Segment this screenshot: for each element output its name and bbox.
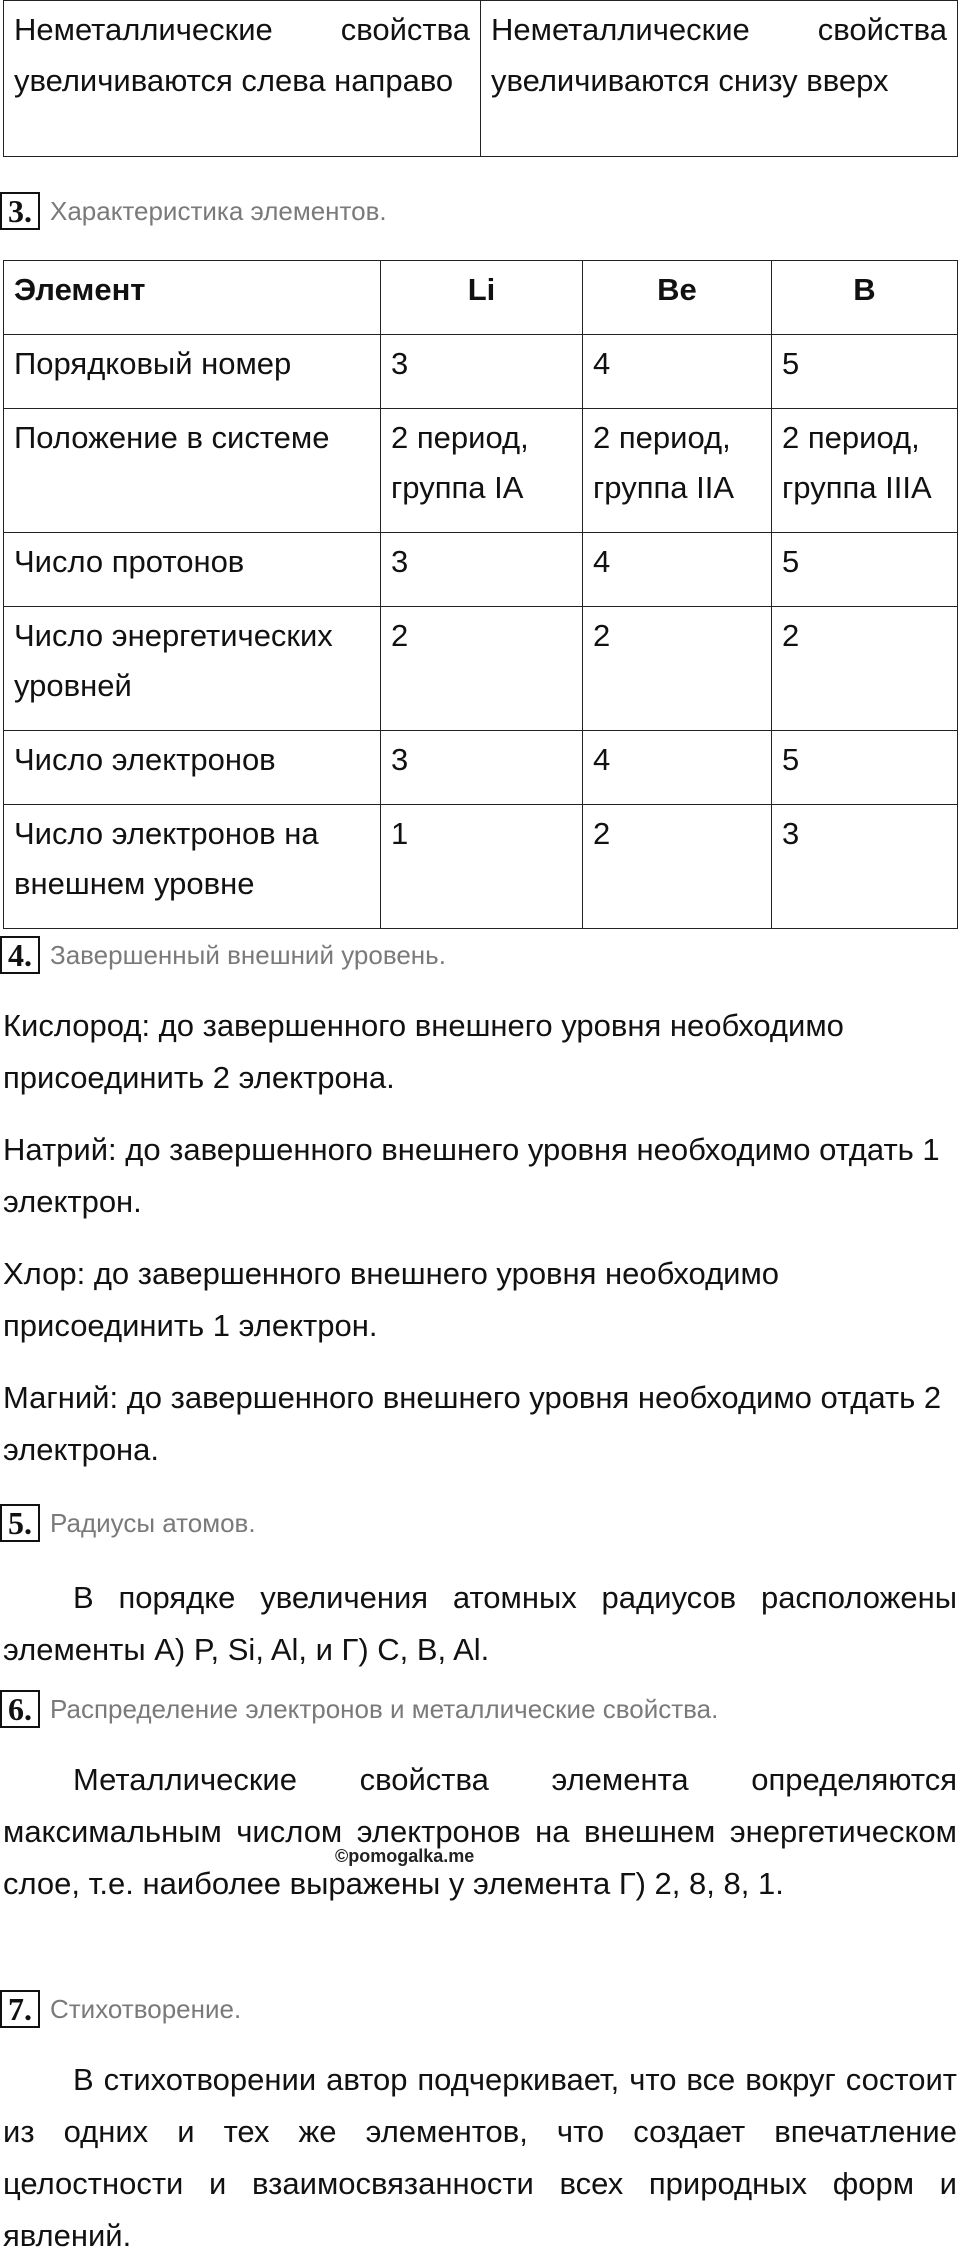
comparison-table xyxy=(3,0,958,157)
section-7-header xyxy=(0,1990,241,2028)
section-number: 7. xyxy=(0,1990,40,2028)
section-number: 6. xyxy=(0,1690,40,1728)
table-cell: 3 xyxy=(772,805,958,929)
row-label: Положение в системе xyxy=(4,409,381,533)
table-row xyxy=(4,335,958,409)
paragraph: Металлические свойства элемента определяются максимальным числом электронов на внешнем энергетическом слое, т.е. наиболее выражены у элемента Г) 2, 8, 8, 1. xyxy=(3,1762,957,1901)
table-row xyxy=(4,805,958,929)
table-cell: 2 период, группа IIIA xyxy=(772,409,958,533)
section-title: Радиусы атомов. xyxy=(50,1507,256,1538)
table-cell: 3 xyxy=(381,533,583,607)
table-cell: 4 xyxy=(583,533,772,607)
table-cell: 3 xyxy=(381,335,583,409)
column-header: Be xyxy=(583,261,772,335)
elements-table xyxy=(3,260,958,929)
section-title: Распределение электронов и металлические свойства. xyxy=(50,1693,719,1724)
column-header: Элемент xyxy=(4,261,381,335)
paragraph: В порядке увеличения атомных радиусов расположены элементы А) P, Si, Al, и Г) C, B, Al. xyxy=(3,1580,957,1667)
section-number: 5. xyxy=(0,1504,40,1542)
section-5-header xyxy=(0,1504,256,1542)
section-4-header xyxy=(0,936,446,974)
table-row xyxy=(4,731,958,805)
table-row xyxy=(4,1,958,157)
column-header: B xyxy=(772,261,958,335)
table-cell: 2 период, группа IA xyxy=(381,409,583,533)
row-label: Число энергетических уровней xyxy=(4,607,381,731)
table-cell: 1 xyxy=(381,805,583,929)
table-header-row xyxy=(4,261,958,335)
section-6-header xyxy=(0,1690,718,1728)
section-number: 3. xyxy=(0,192,40,230)
table-cell: 2 xyxy=(583,607,772,731)
table-cell-right: Неметаллические свойства увеличиваются снизу вверх xyxy=(481,1,958,157)
row-label: Порядковый номер xyxy=(4,335,381,409)
table-cell: 4 xyxy=(583,731,772,805)
table-cell: 2 xyxy=(772,607,958,731)
table-cell: 4 xyxy=(583,335,772,409)
table-row xyxy=(4,409,958,533)
table-cell-left: Неметаллические свойства увеличиваются слева направо xyxy=(4,1,481,157)
table-cell: 2 период, группа IIA xyxy=(583,409,772,533)
paragraph: В стихотворении автор подчеркивает, что все вокруг состоит из одних и тех же элементов, что создает впечатление целостности и взаимосвязанности всех природных форм и явлений. xyxy=(3,2062,957,2253)
paragraph: Хлор: до завершенного внешнего уровня необходимо присоединить 1 электрон. xyxy=(3,1256,780,1343)
paragraph: Магний: до завершенного внешнего уровня необходимо отдать 2 электрона. xyxy=(3,1380,942,1467)
column-header: Li xyxy=(381,261,583,335)
row-label: Число электронов xyxy=(4,731,381,805)
section-number: 4. xyxy=(0,936,40,974)
table-row xyxy=(4,533,958,607)
section-title: Стихотворение. xyxy=(50,1993,242,2024)
table-cell: 2 xyxy=(583,805,772,929)
watermark: ©pomogalka.me xyxy=(335,1846,475,1866)
table-row xyxy=(4,607,958,731)
section-title: Характеристика элементов. xyxy=(50,195,387,226)
table-cell: 5 xyxy=(772,731,958,805)
section-title: Завершенный внешний уровень. xyxy=(50,939,446,970)
paragraph: Натрий: до завершенного внешнего уровня необходимо отдать 1 электрон. xyxy=(3,1132,940,1219)
paragraph: Кислород: до завершенного внешнего уровня необходимо присоединить 2 электрона. xyxy=(3,1008,844,1095)
table-cell: 5 xyxy=(772,533,958,607)
table-cell: 3 xyxy=(381,731,583,805)
table-cell: 5 xyxy=(772,335,958,409)
row-label: Число протонов xyxy=(4,533,381,607)
table-cell: 2 xyxy=(381,607,583,731)
section-3-header xyxy=(0,192,387,230)
row-label: Число электронов на внешнем уровне xyxy=(4,805,381,929)
